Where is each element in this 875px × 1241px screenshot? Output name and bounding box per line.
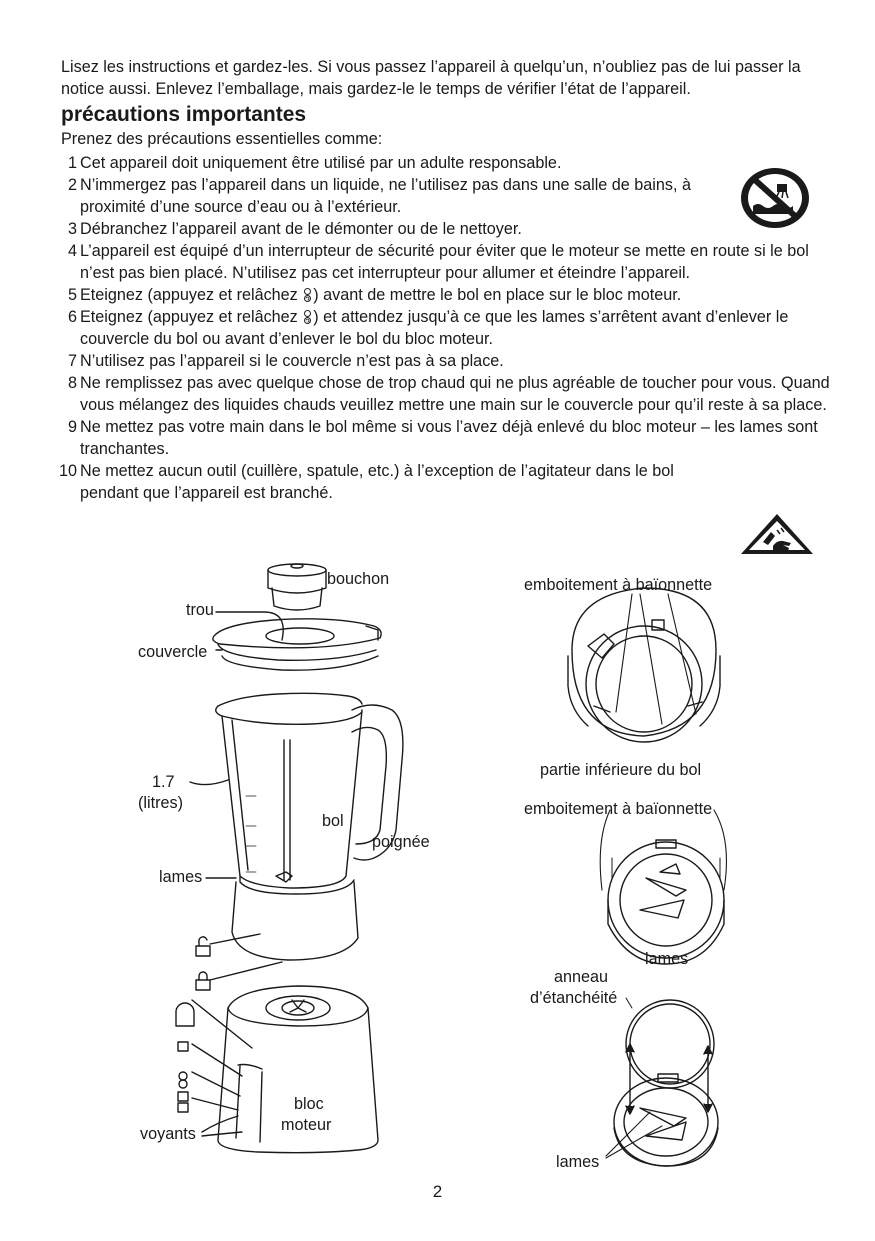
label-lames-mid: lames	[645, 950, 689, 968]
label-capacity-unit: (litres)	[138, 794, 183, 812]
label-bol: bol	[322, 812, 344, 830]
lid-drawing	[213, 619, 381, 670]
label-seal-1: anneau	[554, 968, 609, 986]
label-trou: trou	[186, 601, 214, 619]
lock-icon	[196, 972, 210, 990]
blade-unit-drawing	[608, 840, 724, 964]
lid-cap-drawing	[268, 564, 326, 610]
seal-ring-drawing	[626, 1000, 714, 1088]
label-capacity: 1.7	[152, 773, 175, 791]
list-item: 7 N’utilisez pas l’appareil si le couvercle n’est pas à sa place.	[67, 352, 504, 370]
list-item: 1 Cet appareil doit uniquement être utilisé par un adulte responsable.	[67, 154, 562, 172]
label-bouchon: bouchon	[327, 570, 390, 588]
label-moteur: moteur	[281, 1116, 332, 1134]
list-item: 3 Débranchez l’appareil avant de le démonter ou de le nettoyer.	[67, 220, 522, 238]
label-bayonet-top: emboitement à baïonnette	[524, 576, 713, 594]
label-bowl-bottom: partie inférieure du bol	[540, 761, 702, 779]
unlock-icon	[196, 937, 210, 956]
power-switch-icon	[302, 309, 313, 325]
pulse-shape-icon	[176, 1003, 194, 1026]
bowl-bottom-drawing	[568, 588, 720, 742]
label-seal-2: d’étanchéité	[530, 989, 618, 1007]
label-couvercle: couvercle	[138, 643, 208, 661]
blender-diagram	[0, 560, 875, 1180]
label-lames: lames	[159, 868, 203, 886]
lead-paragraph: Prenez des précautions essentielles comme:	[61, 130, 383, 148]
indicator-square-icon	[178, 1042, 188, 1051]
list-item: 10 Ne mettez aucun outil (cuillère, spatule, etc.) à l’exception de l’agitateur dans le bol pendant que l’appareil est branché.	[58, 462, 674, 502]
label-poignee: poignée	[372, 833, 430, 851]
list-item: 2 N’immergez pas l’appareil dans un liquide, ne l’utilisez pas dans une salle de bains, à proximité d’une source d’eau ou à l’extérieur.	[67, 176, 691, 216]
jug-drawing	[216, 693, 403, 960]
list-item: 5 Eteignez (appuyez et relâchez ) avant de mettre le bol en place sur le bloc moteur.	[67, 286, 682, 304]
label-bloc: bloc	[294, 1095, 324, 1113]
label-voyants: voyants	[140, 1125, 196, 1143]
blade-hazard-icon	[739, 512, 815, 556]
no-immersion-icon	[739, 166, 811, 230]
list-item: 8 Ne remplissez pas avec quelque chose de trop chaud qui ne plus agréable de toucher pour vous. Quand vous mélangez des liquides chauds veuillez mettre une main sur le couvercle pour qu’il reste à sa place.	[67, 374, 830, 414]
power-switch-icon	[302, 287, 313, 303]
section-heading: précautions importantes	[61, 103, 307, 126]
label-lames-bottom: lames	[556, 1153, 600, 1171]
precautions-list	[0, 152, 830, 504]
intro-paragraph: Lisez les instructions et gardez-les. Si vous passez l’appareil à quelqu’un, n’oubliez pas de lui passer la notice aussi. Enlevez l’emballage, mais gardez-le le temps de vérifier l’état de l’appareil.	[61, 58, 801, 98]
list-item: 6 Eteignez (appuyez et relâchez ) et attendez jusqu’à ce que les lames s’arrêtent avant d’enlever le couvercle du bol ou avant d’enlever le bol du bloc moteur.	[67, 308, 789, 348]
page-number: 2	[432, 1182, 443, 1201]
list-item: 9 Ne mettez pas votre main dans le bol même si vous l’avez déjà enlevé du bloc moteur – les lames sont tranchantes.	[67, 418, 818, 458]
label-bayonet-mid: emboitement à baïonnette	[524, 800, 713, 818]
list-item: 4 L’appareil est équipé d’un interrupteur de sécurité pour éviter que le moteur se mette en route si le bol n’est pas bien placé. N’utilisez pas cet interrupteur pour allumer et éteindre l’appareil.	[67, 242, 809, 282]
